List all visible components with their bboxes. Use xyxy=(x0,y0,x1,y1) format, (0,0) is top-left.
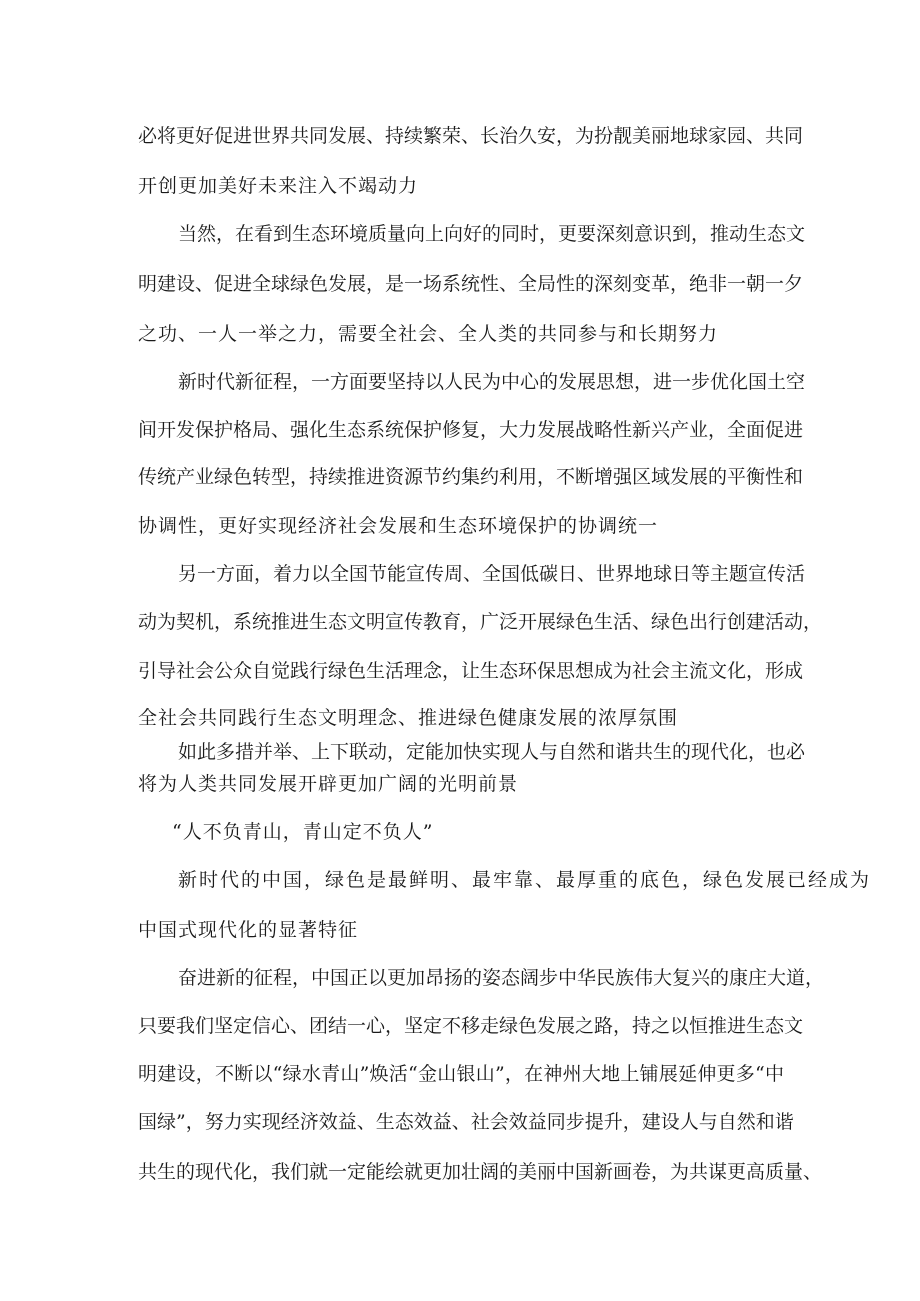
paragraph-5-line-2: 将为人类共同发展开辟更加广阔的光明前景 xyxy=(138,773,519,795)
paragraph-8-line-4: 国绿”，努力实现经济效益、生态效益、社会效益同步提升，建设人与自然和谐 xyxy=(138,1111,794,1133)
paragraph-7-line-1: 新时代的中国，绿色是最鲜明、最牢靠、最厚重的底色，绿色发展已经成为 xyxy=(178,869,872,891)
paragraph-8-line-5: 共生的现代化，我们就一定能绘就更加壮阔的美丽中国新画卷，为共谋更高质量、 xyxy=(138,1161,823,1183)
paragraph-2-line-3: 之功、一人一举之力，需要全社会、全人类的共同参与和长期努力 xyxy=(138,323,719,345)
paragraph-1-line-1: 必将更好促进世界共同发展、持续繁荣、长治久安，为扮靓美丽地球家园、共同 xyxy=(138,125,804,147)
paragraph-1-line-2: 开创更加美好未来注入不竭动力 xyxy=(138,175,419,197)
paragraph-8-line-2: 只要我们坚定信心、团结一心，坚定不移走绿色发展之路，持之以恒推进生态文 xyxy=(138,1015,804,1037)
paragraph-4-line-1: 另一方面，着力以全国节能宣传周、全国低碳日、世界地球日等主题宣传活 xyxy=(178,563,806,585)
paragraph-3-line-3: 传统产业绿色转型，持续推进资源节约集约利用，不断增强区域发展的平衡性和 xyxy=(138,466,804,488)
paragraph-3-line-1: 新时代新征程，一方面要坚持以人民为中心的发展思想，进一步优化国土空 xyxy=(178,371,806,393)
paragraph-7-line-2: 中国式现代化的显著特征 xyxy=(138,919,359,941)
paragraph-4-line-3: 引导社会公众自觉践行绿色生活理念，让生态环保思想成为社会主流文化，形成 xyxy=(138,660,804,682)
paragraph-8-line-3: 明建设，不断以“绿水青山”焕活“金山银山”，在神州大地上铺展延伸更多“中 xyxy=(138,1063,784,1085)
paragraph-8-line-1: 奋进新的征程，中国正以更加昂扬的姿态阔步中华民族伟大复兴的康庄大道， xyxy=(178,967,825,989)
paragraph-2-line-2: 明建设、促进全球绿色发展，是一场系统性、全局性的深刻变革，绝非一朝一夕 xyxy=(138,273,804,295)
paragraph-3-line-4: 协调性，更好实现经济社会发展和生态环境保护的协调统一 xyxy=(138,515,659,537)
quote-line: “人不负青山，青山定不负人” xyxy=(172,821,434,843)
paragraph-5-line-1: 如此多措并举、上下联动，定能加快实现人与自然和谐共生的现代化，也必 xyxy=(178,741,806,763)
paragraph-2-line-1: 当然，在看到生态环境质量向上向好的同时，更要深刻意识到，推动生态文 xyxy=(178,223,806,245)
paragraph-4-line-4: 全社会共同践行生态文明理念、推进绿色健康发展的浓厚氛围 xyxy=(138,707,679,729)
paragraph-4-line-2: 动为契机，系统推进生态文明宣传教育，广泛开展绿色生活、绿色出行创建活动， xyxy=(138,611,823,633)
paragraph-3-line-2: 间开发保护格局、强化生态系统保护修复，大力发展战略性新兴产业，全面促进 xyxy=(138,419,804,441)
